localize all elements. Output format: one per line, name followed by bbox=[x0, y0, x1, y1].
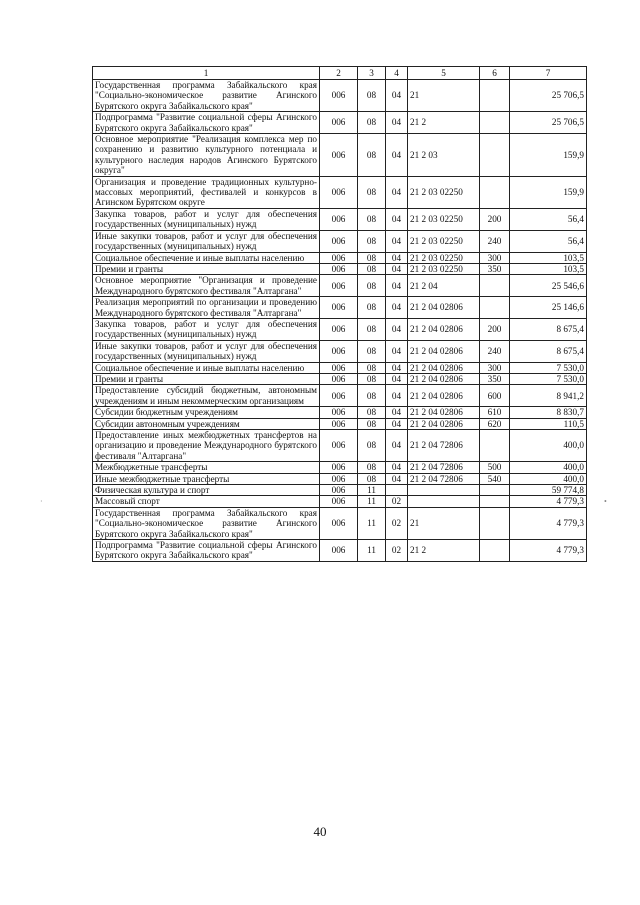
amount-cell: 59 774,8 bbox=[510, 485, 587, 496]
code-cell: 006 bbox=[320, 340, 358, 362]
subsection-cell: 04 bbox=[386, 385, 408, 407]
section-cell: 08 bbox=[358, 134, 386, 177]
table-row bbox=[93, 496, 587, 507]
section-cell: 11 bbox=[358, 507, 386, 539]
target-article-cell: 21 bbox=[408, 507, 480, 539]
expense-type-cell: 300 bbox=[480, 252, 510, 263]
amount-cell: 400,0 bbox=[510, 473, 587, 484]
expense-type-cell bbox=[480, 507, 510, 539]
table-row bbox=[93, 385, 587, 407]
target-article-cell: 21 2 03 bbox=[408, 134, 480, 177]
target-article-cell: 21 2 04 02806 bbox=[408, 407, 480, 418]
table-row bbox=[93, 80, 587, 112]
header-cell: 3 bbox=[358, 67, 386, 80]
subsection-cell: 04 bbox=[386, 373, 408, 384]
row-name-cell: Основное мероприятие "Организация и проведение Международного бурятского фестиваля "Алтаргана" bbox=[93, 275, 320, 297]
amount-cell: 110,5 bbox=[510, 418, 587, 429]
amount-cell: 4 779,3 bbox=[510, 507, 587, 539]
amount-cell: 8 830,7 bbox=[510, 407, 587, 418]
code-cell: 006 bbox=[320, 230, 358, 252]
expense-type-cell: 600 bbox=[480, 385, 510, 407]
code-cell: 006 bbox=[320, 176, 358, 208]
section-cell: 08 bbox=[358, 473, 386, 484]
section-cell: 08 bbox=[358, 275, 386, 297]
subsection-cell: 04 bbox=[386, 340, 408, 362]
expense-type-cell: 240 bbox=[480, 230, 510, 252]
target-article-cell: 21 2 04 02806 bbox=[408, 318, 480, 340]
table-row bbox=[93, 507, 587, 539]
header-cell: 7 bbox=[510, 67, 587, 80]
expense-type-cell: 200 bbox=[480, 208, 510, 230]
code-cell: 006 bbox=[320, 507, 358, 539]
subsection-cell: 04 bbox=[386, 263, 408, 274]
amount-cell: 56,4 bbox=[510, 230, 587, 252]
target-article-cell: 21 2 04 02806 bbox=[408, 362, 480, 373]
table-row bbox=[93, 340, 587, 362]
expense-type-cell bbox=[480, 80, 510, 112]
target-article-cell: 21 2 04 02806 bbox=[408, 373, 480, 384]
code-cell: 006 bbox=[320, 263, 358, 274]
code-cell: 006 bbox=[320, 462, 358, 473]
row-name-cell: Основное мероприятие "Реализация комплекса мер по сохранению и развитию культурного потенциала и культурного наследия народов Агинского Бурятского округа" bbox=[93, 134, 320, 177]
table-row bbox=[93, 473, 587, 484]
target-article-cell: 21 2 03 02250 bbox=[408, 263, 480, 274]
section-cell: 08 bbox=[358, 208, 386, 230]
expense-type-cell: 610 bbox=[480, 407, 510, 418]
amount-cell: 56,4 bbox=[510, 208, 587, 230]
section-cell: 08 bbox=[358, 373, 386, 384]
expense-type-cell: 200 bbox=[480, 318, 510, 340]
row-name-cell: Реализация мероприятий по организации и проведению Международного бурятского фестиваля "Алтаргана" bbox=[93, 297, 320, 319]
section-cell: 08 bbox=[358, 263, 386, 274]
section-cell: 11 bbox=[358, 540, 386, 562]
subsection-cell: 04 bbox=[386, 430, 408, 462]
section-cell: 08 bbox=[358, 418, 386, 429]
row-name-cell: Иные межбюджетные трансферты bbox=[93, 473, 320, 484]
row-name-cell: Иные закупки товаров, работ и услуг для обеспечения государственных (муниципальных) нужд bbox=[93, 230, 320, 252]
subsection-cell: 04 bbox=[386, 473, 408, 484]
target-article-cell bbox=[408, 485, 480, 496]
code-cell: 006 bbox=[320, 112, 358, 134]
row-name-cell: Предоставление иных межбюджетных трансфертов на организацию и проведение Международного бурятского фестиваля "Алтаргана" bbox=[93, 430, 320, 462]
expense-type-cell bbox=[480, 430, 510, 462]
target-article-cell: 21 2 03 02250 bbox=[408, 230, 480, 252]
target-article-cell: 21 2 03 02250 bbox=[408, 176, 480, 208]
subsection-cell: 04 bbox=[386, 134, 408, 177]
code-cell: 006 bbox=[320, 540, 358, 562]
row-name-cell: Межбюджетные трансферты bbox=[93, 462, 320, 473]
expense-type-cell: 540 bbox=[480, 473, 510, 484]
subsection-cell: 02 bbox=[386, 496, 408, 507]
code-cell: 006 bbox=[320, 407, 358, 418]
row-name-cell: Массовый спорт bbox=[93, 496, 320, 507]
target-article-cell: 21 2 04 02806 bbox=[408, 297, 480, 319]
scan-speck: • bbox=[604, 497, 607, 506]
table-row bbox=[93, 134, 587, 177]
subsection-cell: 02 bbox=[386, 507, 408, 539]
header-cell: 6 bbox=[480, 67, 510, 80]
amount-cell: 400,0 bbox=[510, 430, 587, 462]
table-row bbox=[93, 208, 587, 230]
subsection-cell: 04 bbox=[386, 318, 408, 340]
code-cell: 006 bbox=[320, 430, 358, 462]
code-cell: 006 bbox=[320, 134, 358, 177]
subsection-cell: 04 bbox=[386, 112, 408, 134]
expense-type-cell bbox=[480, 540, 510, 562]
section-cell: 08 bbox=[358, 112, 386, 134]
section-cell: 08 bbox=[358, 80, 386, 112]
target-article-cell: 21 2 03 02250 bbox=[408, 208, 480, 230]
section-cell: 08 bbox=[358, 252, 386, 263]
header-cell: 5 bbox=[408, 67, 480, 80]
subsection-cell: 04 bbox=[386, 275, 408, 297]
amount-cell: 159,9 bbox=[510, 176, 587, 208]
expense-type-cell: 300 bbox=[480, 362, 510, 373]
table-row bbox=[93, 318, 587, 340]
expense-type-cell: 620 bbox=[480, 418, 510, 429]
target-article-cell: 21 2 04 72806 bbox=[408, 462, 480, 473]
row-name-cell: Закупка товаров, работ и услуг для обеспечения государственных (муниципальных) нужд bbox=[93, 208, 320, 230]
scan-speck: · bbox=[40, 497, 43, 506]
code-cell: 006 bbox=[320, 362, 358, 373]
target-article-cell: 21 2 04 02806 bbox=[408, 385, 480, 407]
amount-cell: 25 706,5 bbox=[510, 80, 587, 112]
target-article-cell: 21 2 bbox=[408, 112, 480, 134]
header-cell: 2 bbox=[320, 67, 358, 80]
code-cell: 006 bbox=[320, 208, 358, 230]
target-article-cell bbox=[408, 496, 480, 507]
code-cell: 006 bbox=[320, 385, 358, 407]
section-cell: 08 bbox=[358, 340, 386, 362]
table-row bbox=[93, 407, 587, 418]
expense-type-cell: 500 bbox=[480, 462, 510, 473]
subsection-cell: 02 bbox=[386, 540, 408, 562]
expense-type-cell bbox=[480, 176, 510, 208]
subsection-cell: 04 bbox=[386, 418, 408, 429]
amount-cell: 8 675,4 bbox=[510, 318, 587, 340]
target-article-cell: 21 2 04 bbox=[408, 275, 480, 297]
row-name-cell: Социальное обеспечение и иные выплаты населению bbox=[93, 362, 320, 373]
row-name-cell: Предоставление субсидий бюджетным, автономным учреждениям и иным некоммерческим организациям bbox=[93, 385, 320, 407]
row-name-cell: Иные закупки товаров, работ и услуг для обеспечения государственных (муниципальных) нужд bbox=[93, 340, 320, 362]
target-article-cell: 21 2 04 02806 bbox=[408, 340, 480, 362]
code-cell: 006 bbox=[320, 496, 358, 507]
section-cell: 08 bbox=[358, 385, 386, 407]
row-name-cell: Организация и проведение традиционных культурно-массовых мероприятий, фестивалей и конкурсов в Агинском Бурятском округе bbox=[93, 176, 320, 208]
row-name-cell: Подпрограмма "Развитие социальной сферы Агинского Бурятского округа Забайкальского края" bbox=[93, 540, 320, 562]
row-name-cell: Физическая культура и спорт bbox=[93, 485, 320, 496]
subsection-cell: 04 bbox=[386, 407, 408, 418]
expense-type-cell: 240 bbox=[480, 340, 510, 362]
row-name-cell: Закупка товаров, работ и услуг для обеспечения государственных (муниципальных) нужд bbox=[93, 318, 320, 340]
amount-cell: 103,5 bbox=[510, 263, 587, 274]
target-article-cell: 21 2 04 02806 bbox=[408, 418, 480, 429]
code-cell: 006 bbox=[320, 275, 358, 297]
section-cell: 08 bbox=[358, 230, 386, 252]
code-cell: 006 bbox=[320, 373, 358, 384]
code-cell: 006 bbox=[320, 418, 358, 429]
row-name-cell: Подпрограмма "Развитие социальной сферы Агинского Бурятского округа Забайкальского края" bbox=[93, 112, 320, 134]
table-row bbox=[93, 540, 587, 562]
table-row bbox=[93, 176, 587, 208]
code-cell: 006 bbox=[320, 485, 358, 496]
table-row bbox=[93, 418, 587, 429]
section-cell: 08 bbox=[358, 318, 386, 340]
section-cell: 08 bbox=[358, 362, 386, 373]
section-cell: 08 bbox=[358, 430, 386, 462]
table-row bbox=[93, 362, 587, 373]
section-cell: 08 bbox=[358, 297, 386, 319]
amount-cell: 25 546,6 bbox=[510, 275, 587, 297]
page-number: 40 bbox=[313, 824, 327, 839]
amount-cell: 25 706,5 bbox=[510, 112, 587, 134]
row-name-cell: Премии и гранты bbox=[93, 263, 320, 274]
expense-type-cell bbox=[480, 275, 510, 297]
section-cell: 08 bbox=[358, 462, 386, 473]
subsection-cell: 04 bbox=[386, 362, 408, 373]
row-name-cell: Социальное обеспечение и иные выплаты населению bbox=[93, 252, 320, 263]
section-cell: 08 bbox=[358, 407, 386, 418]
code-cell: 006 bbox=[320, 473, 358, 484]
row-name-cell: Государственная программа Забайкальского края "Социально-экономическое развитие Агинского Бурятского округа Забайкальского края" bbox=[93, 80, 320, 112]
table-row bbox=[93, 485, 587, 496]
target-article-cell: 21 2 04 72806 bbox=[408, 473, 480, 484]
subsection-cell: 04 bbox=[386, 297, 408, 319]
subsection-cell: 04 bbox=[386, 230, 408, 252]
amount-cell: 7 530,0 bbox=[510, 373, 587, 384]
subsection-cell: 04 bbox=[386, 176, 408, 208]
table-row bbox=[93, 430, 587, 462]
target-article-cell: 21 bbox=[408, 80, 480, 112]
table-row bbox=[93, 275, 587, 297]
table-row bbox=[93, 373, 587, 384]
amount-cell: 8 941,2 bbox=[510, 385, 587, 407]
table-row bbox=[93, 263, 587, 274]
code-cell: 006 bbox=[320, 318, 358, 340]
code-cell: 006 bbox=[320, 252, 358, 263]
expense-type-cell bbox=[480, 496, 510, 507]
amount-cell: 400,0 bbox=[510, 462, 587, 473]
header-cell: 1 bbox=[93, 67, 320, 80]
row-name-cell: Субсидии автономным учреждениям bbox=[93, 418, 320, 429]
table-row bbox=[93, 462, 587, 473]
budget-table bbox=[92, 66, 587, 562]
row-name-cell: Субсидии бюджетным учреждениям bbox=[93, 407, 320, 418]
section-cell: 11 bbox=[358, 496, 386, 507]
target-article-cell: 21 2 03 02250 bbox=[408, 252, 480, 263]
amount-cell: 159,9 bbox=[510, 134, 587, 177]
section-cell: 11 bbox=[358, 485, 386, 496]
table-row bbox=[93, 230, 587, 252]
expense-type-cell: 350 bbox=[480, 373, 510, 384]
code-cell: 006 bbox=[320, 80, 358, 112]
amount-cell: 103,5 bbox=[510, 252, 587, 263]
amount-cell: 4 779,3 bbox=[510, 540, 587, 562]
table-row bbox=[93, 297, 587, 319]
amount-cell: 25 146,6 bbox=[510, 297, 587, 319]
amount-cell: 8 675,4 bbox=[510, 340, 587, 362]
expense-type-cell: 350 bbox=[480, 263, 510, 274]
target-article-cell: 21 2 bbox=[408, 540, 480, 562]
target-article-cell: 21 2 04 72806 bbox=[408, 430, 480, 462]
code-cell: 006 bbox=[320, 297, 358, 319]
header-cell: 4 bbox=[386, 67, 408, 80]
table-row bbox=[93, 252, 587, 263]
subsection-cell: 04 bbox=[386, 252, 408, 263]
expense-type-cell bbox=[480, 112, 510, 134]
subsection-cell: 04 bbox=[386, 462, 408, 473]
table-header-row bbox=[93, 67, 587, 80]
expense-type-cell bbox=[480, 297, 510, 319]
subsection-cell: 04 bbox=[386, 208, 408, 230]
amount-cell: 4 779,3 bbox=[510, 496, 587, 507]
amount-cell: 7 530,0 bbox=[510, 362, 587, 373]
row-name-cell: Премии и гранты bbox=[93, 373, 320, 384]
subsection-cell: 04 bbox=[386, 80, 408, 112]
expense-type-cell bbox=[480, 134, 510, 177]
row-name-cell: Государственная программа Забайкальского края "Социально-экономическое развитие Агинского Бурятского округа Забайкальского края" bbox=[93, 507, 320, 539]
expense-type-cell bbox=[480, 485, 510, 496]
subsection-cell bbox=[386, 485, 408, 496]
section-cell: 08 bbox=[358, 176, 386, 208]
table-row bbox=[93, 112, 587, 134]
